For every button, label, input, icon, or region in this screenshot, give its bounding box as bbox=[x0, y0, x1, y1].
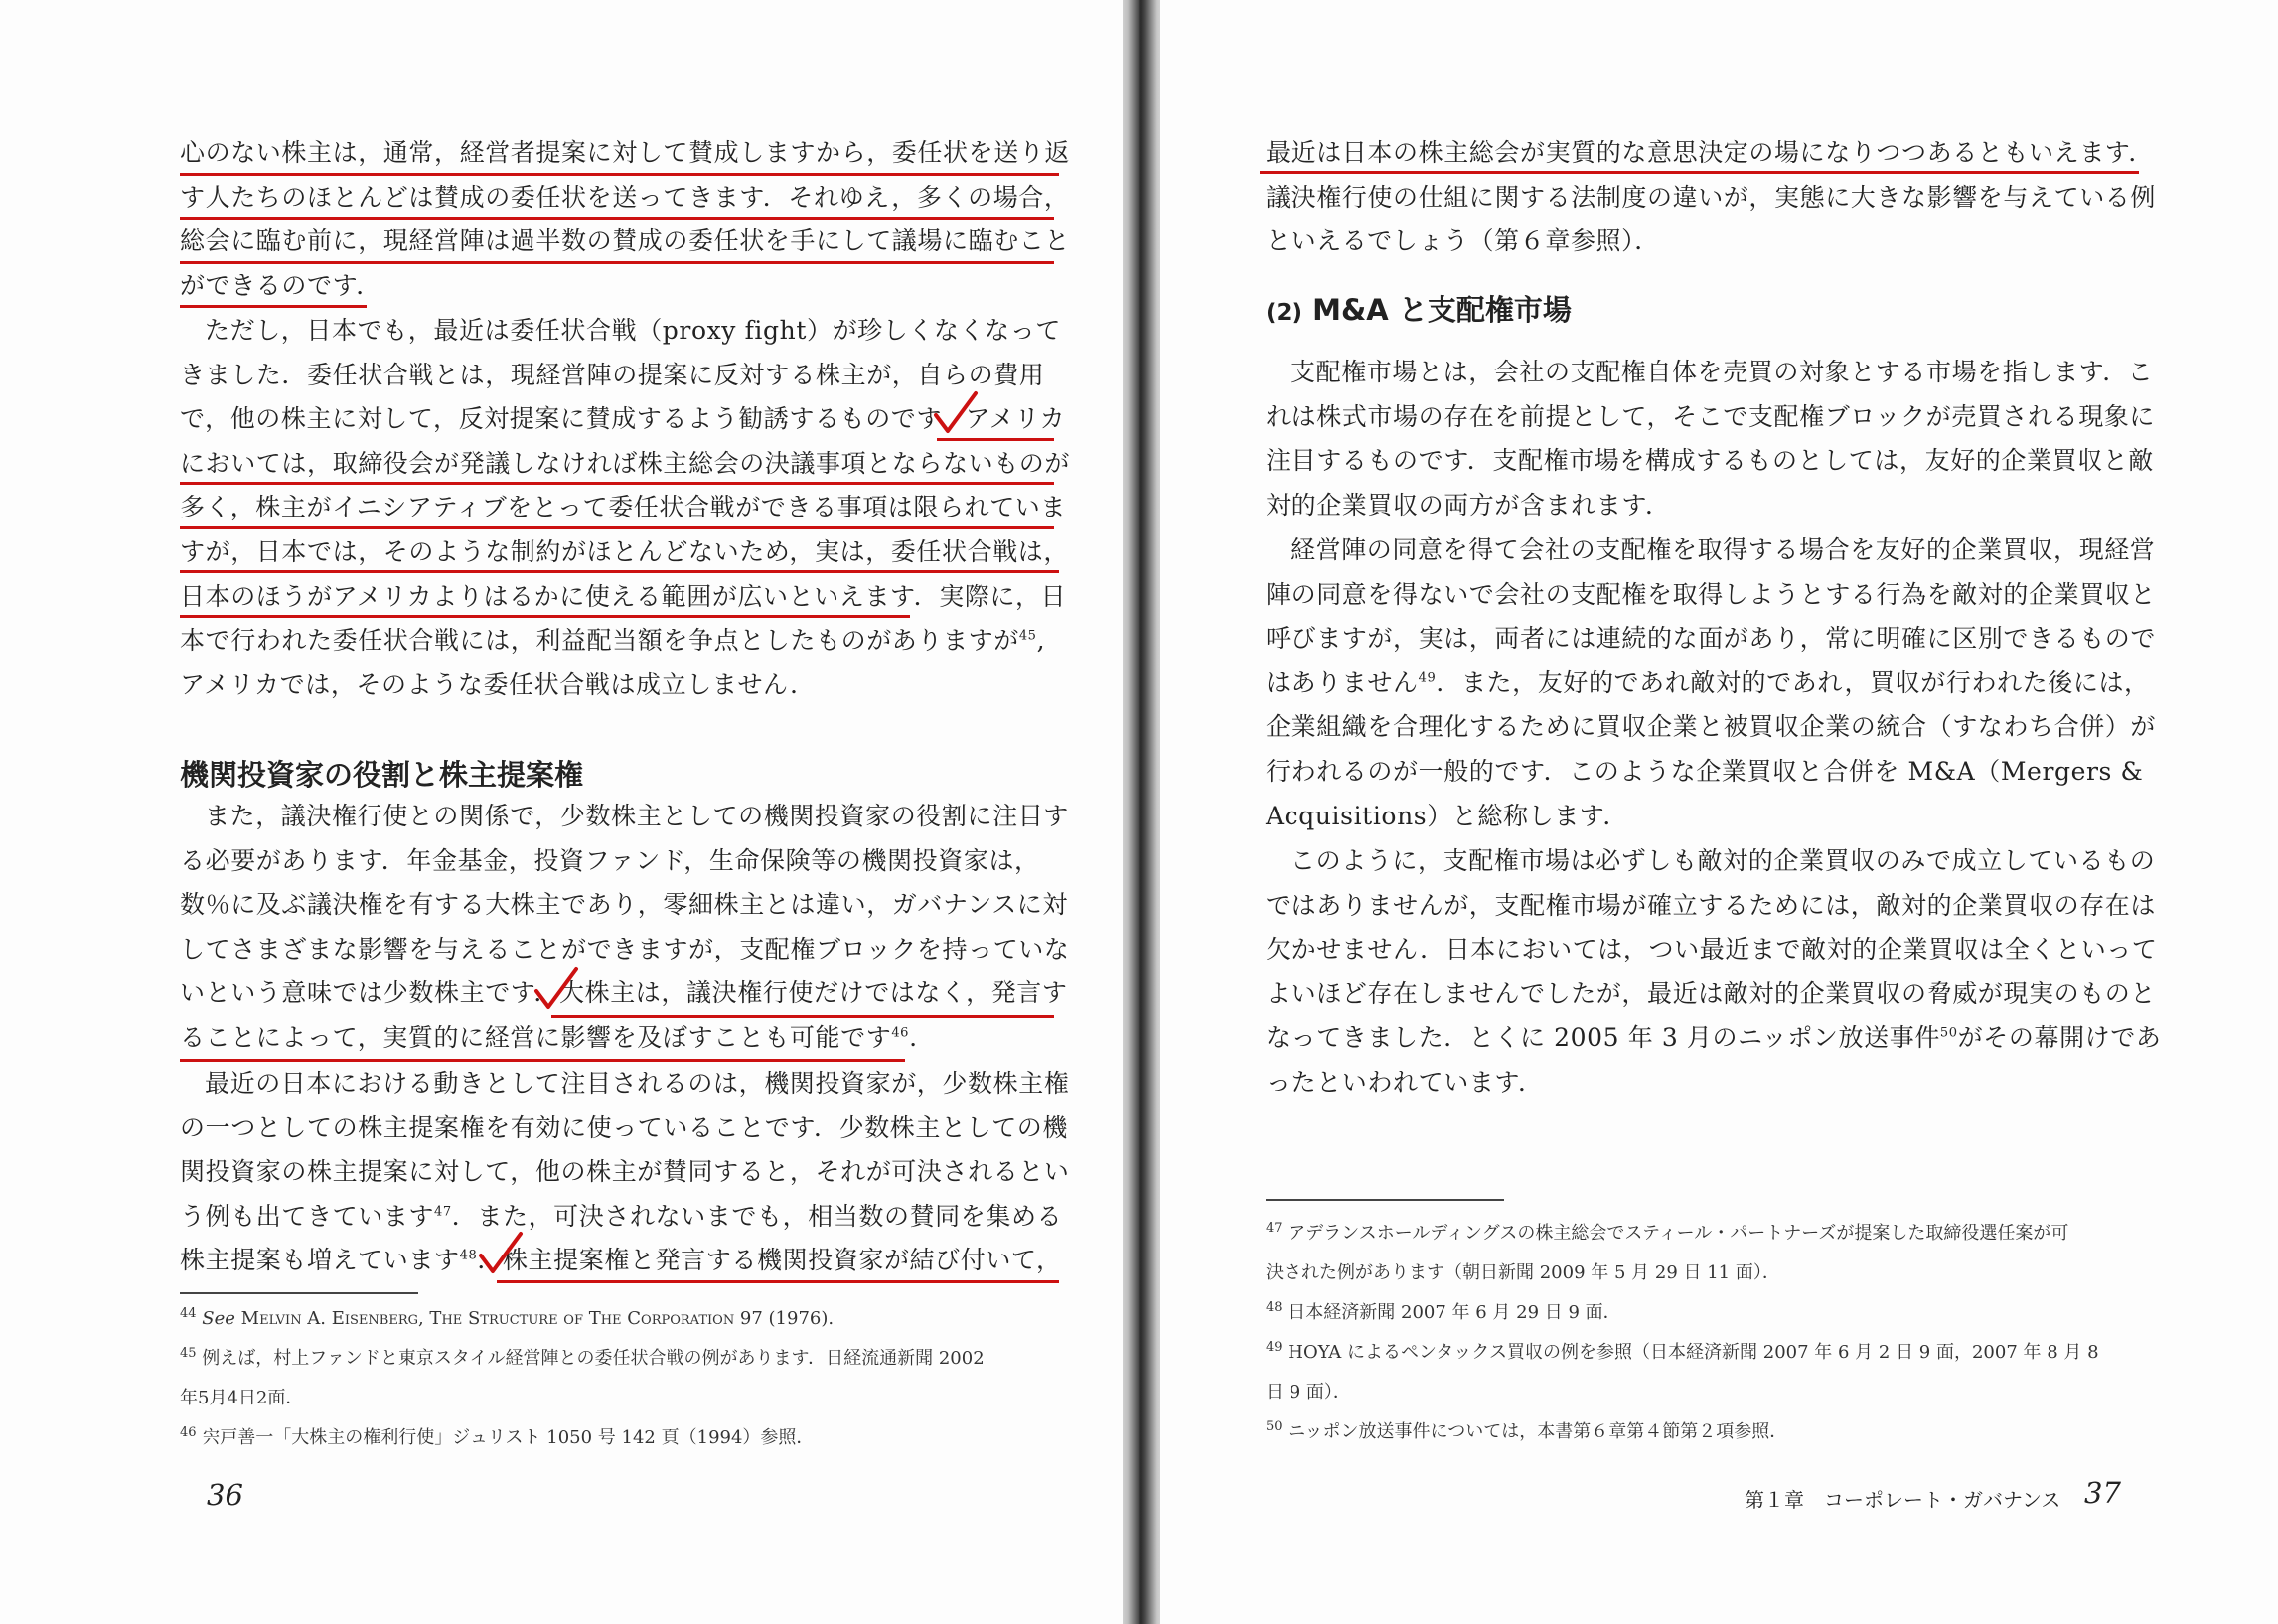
red-check-mark bbox=[532, 963, 582, 1013]
line-text: ．また，友好的であれ敵対的であれ，買収が行われた後には， bbox=[1436, 667, 2150, 697]
text-line: アメリカでは，そのような委任状合戦は成立しません． bbox=[180, 669, 816, 699]
text-line: 日本のほうがアメリカよりはるかに使える範囲が広いといえます．実際に，日 bbox=[180, 581, 1067, 611]
footnote-text: アデランスホールディングスの株主総会でスティール・パートナーズが提案した取締役選任案が可 bbox=[1288, 1223, 2069, 1244]
red-check-mark bbox=[477, 1228, 527, 1277]
footnote-45 bbox=[180, 1339, 985, 1379]
red-underline bbox=[180, 261, 1054, 264]
section-heading bbox=[1266, 288, 1572, 329]
text-line: 経営陣の同意を得て会社の支配権を取得する場合を友好的企業買収，現経営 bbox=[1291, 535, 2156, 564]
footnote-text: HOYA によるペンタックス買収の例を参照（日本経済新聞 2007 年 6 月 2 日 9 面，2007 年 8 月 8 bbox=[1288, 1342, 2099, 1363]
paragraph-top bbox=[1266, 131, 2156, 264]
page-number: 37 bbox=[2084, 1476, 2121, 1510]
text-line: で，他の株主に対して，反対提案に賛成するよう勧誘するものです．アメリカ bbox=[180, 404, 1066, 434]
text-line bbox=[1266, 662, 2156, 706]
text-line: る必要があります．年金基金，投資ファンド，生命保険等の機関投資家は， bbox=[180, 845, 1040, 875]
line-text: う例も出てきています bbox=[180, 1201, 435, 1231]
paragraph-continued bbox=[180, 131, 1071, 308]
footnote-text: 例えば，村上ファンドと東京スタイル経営陣との委任状合戦の例があります．日経流通新聞 2002 bbox=[202, 1348, 985, 1369]
text-line: 多く，株主がイニシアティブをとって委任状合戦ができる事項は限られていま bbox=[180, 493, 1067, 522]
heading-text: M&A と支配権市場 bbox=[1312, 293, 1572, 327]
text-line: よいほど存在しませんでしたが，最近は敵対的企業買収の脅威が現実のものと bbox=[1266, 978, 2157, 1008]
text-line: れは株式市場の存在を前提として，そこで支配権ブロックが売買される現象に bbox=[1266, 401, 2156, 431]
text-line: また，議決権行使との関係で，少数株主としての機関投資家の役割に注目す bbox=[205, 802, 1069, 830]
footnote-number: 44 bbox=[180, 1306, 197, 1321]
footnote-49 bbox=[1266, 1333, 2099, 1373]
red-underline bbox=[180, 615, 910, 618]
line-text: ることによって，実質的に経営に影響を及ぼすことも可能です bbox=[180, 1022, 892, 1052]
heading-number: (2) bbox=[1266, 300, 1303, 326]
footnote-ref: 48 bbox=[459, 1249, 478, 1264]
red-underline bbox=[180, 217, 1054, 220]
text-line: 最近は日本の株主総会が実質的な意思決定の場になりつつあるともいえます． bbox=[1266, 138, 2155, 167]
footnote-number: 45 bbox=[180, 1346, 197, 1361]
text-line: といえるでしょう（第６章参照）． bbox=[1266, 226, 1660, 256]
footnote-rule bbox=[180, 1292, 418, 1294]
text-line: Acquisitions）と総称します． bbox=[1266, 801, 1629, 830]
text-line bbox=[1266, 1016, 2161, 1061]
running-head: 第１章 コーポレート・ガバナンス bbox=[1745, 1488, 2061, 1512]
text-line: 最近の日本における動きとして注目されるのは，機関投資家が，少数株主権 bbox=[205, 1069, 1070, 1098]
red-underline bbox=[937, 438, 1054, 441]
text-line: 陣の同意を得ないで会社の支配権を取得しようとする行為を敵対的企業買収と bbox=[1266, 579, 2157, 609]
text-line: す人たちのほとんどは賛成の委任状を送ってきます．それゆえ，多くの場合， bbox=[180, 182, 1070, 212]
footnote-47-cont: 決された例があります（朝日新聞 2009 年 5 月 29 日 11 面）． bbox=[1266, 1262, 1780, 1283]
red-underline bbox=[180, 173, 1059, 176]
footnote-44 bbox=[180, 1299, 985, 1339]
text-line: 本で行われた委任状合戦には，利益配当額を争点としたものがありますが$^{45}$, bbox=[180, 626, 1046, 656]
footnote-48 bbox=[1266, 1293, 2099, 1333]
red-underline bbox=[180, 305, 367, 308]
paragraph-recent bbox=[180, 1062, 1070, 1283]
text-line: いという意味では少数株主です．大株主は，議決権行使だけではなく，発言す bbox=[180, 978, 1068, 1008]
text-line: 関投資家の株主提案に対して，他の株主が賛同すると，それが可決されるとい bbox=[180, 1157, 1070, 1187]
footnotes-left bbox=[180, 1299, 985, 1458]
text-line: 企業組織を合理化するために買収企業と被買収企業の統合（すなわち合併）が bbox=[1266, 712, 2157, 742]
text-line: 欠かせません．日本においては，つい最近まで敵対的企業買収は全くといって bbox=[1266, 935, 2158, 964]
text-line: 行われるのが一般的です．このような企業買収と合併を M&A（Mergers & bbox=[1266, 756, 2144, 786]
footnote-number: 49 bbox=[1266, 1340, 1283, 1355]
paragraph-hostile bbox=[1266, 839, 2161, 1106]
text-line: 議決権行使の仕組に関する法制度の違いが，実態に大きな影響を与えている例 bbox=[1266, 182, 2157, 212]
footnote-ref: 50 bbox=[1939, 1026, 1958, 1042]
line-text: 本で行われた委任状合戦には，利益配当額を争点としたものがありますが bbox=[180, 626, 1019, 656]
paragraph-institutional bbox=[180, 795, 1070, 1061]
text-line: 呼びますが，実は，両者には連続的な面があり，常に明確に区別できるもので bbox=[1266, 624, 2157, 654]
text-line: 注目するものです．支配権市場を構成するものとしては，友好的企業買収と敵 bbox=[1266, 446, 2155, 476]
footnote-rule bbox=[1266, 1199, 1504, 1201]
red-underline bbox=[180, 570, 1059, 573]
footnote-ref: 46 bbox=[891, 1025, 910, 1041]
left-page bbox=[0, 0, 1123, 1624]
section-heading: 機関投資家の役割と株主提案権 bbox=[180, 758, 584, 792]
right-page bbox=[1160, 0, 2278, 1624]
footnote-ref: 47 bbox=[434, 1204, 452, 1220]
footnotes-right bbox=[1266, 1214, 2099, 1452]
text-line bbox=[180, 1239, 1070, 1283]
footnote-text: 日本経済新聞 2007 年 6 月 29 日 9 面． bbox=[1288, 1302, 1621, 1323]
text-line: ただし，日本でも，最近は委任状合戦（proxy fight）が珍しくなくなって bbox=[205, 316, 1061, 345]
page-number: 36 bbox=[207, 1478, 243, 1512]
line-text: ．株主提案権と発言する機関投資家が結び付いて， bbox=[477, 1246, 1062, 1275]
footnote-text: ニッポン放送事件については，本書第６章第４節第２項参照． bbox=[1288, 1421, 1788, 1442]
red-underline bbox=[497, 1280, 1059, 1283]
text-line: ができるのです． bbox=[180, 270, 381, 300]
footnote-50 bbox=[1266, 1412, 2099, 1452]
paragraph-proxy-fight bbox=[180, 309, 1070, 707]
text-line: このように，支配権市場は必ずしも敵対的企業買収のみで成立しているもの bbox=[1291, 846, 2156, 875]
footnote-49-cont: 日 9 面）． bbox=[1266, 1382, 1351, 1403]
line-text: がその幕開けであ bbox=[1957, 1023, 2162, 1053]
footnote-number: 46 bbox=[180, 1425, 197, 1440]
text-line: においては，取締役会が発議しなければ株主総会の決議事項とならないものが bbox=[180, 448, 1071, 478]
red-underline bbox=[180, 482, 1054, 485]
text-line: ったといわれています． bbox=[1266, 1067, 1544, 1097]
footnote-46 bbox=[180, 1418, 985, 1458]
paragraph-friendly bbox=[1266, 528, 2156, 838]
paragraph-market bbox=[1266, 351, 2155, 527]
footnote-text: Melvin A. Eisenberg, The Structure of The Corporation 97 (1976). bbox=[240, 1308, 835, 1329]
text-line: きました．委任状合戦とは，現経営陣の提案に反対する株主が，自らの費用 bbox=[180, 360, 1045, 389]
text-line bbox=[180, 1195, 1070, 1240]
text-line: の一つとしての株主提案権を有効に使っていることです．少数株主としての機 bbox=[180, 1112, 1069, 1142]
text-line: 総会に臨む前に，現経営陣は過半数の賛成の委任状を手にして議場に臨むこと bbox=[180, 226, 1071, 256]
text-line: ることによって，実質的に経営に影響を及ぼすことも可能です$^{46}$. bbox=[180, 1022, 918, 1052]
text-line: 心のない株主は，通常，経営者提案に対して賛成しますから，委任状を送り返 bbox=[180, 138, 1071, 167]
text-line: 数％に及ぶ議決権を有する大株主であり，零細株主とは違い，ガバナンスに対 bbox=[180, 890, 1069, 920]
footnote-number: 48 bbox=[1266, 1300, 1283, 1315]
text-line: してさまざまな影響を与えることができますが，支配権ブロックを持っていな bbox=[180, 934, 1070, 963]
footnote-number: 47 bbox=[1266, 1221, 1283, 1236]
line-text: ．また，可決されないまでも，相当数の賛同を集める bbox=[451, 1201, 1063, 1231]
text-line: 対的企業買収の両方が含まれます． bbox=[1266, 490, 1671, 519]
red-underline bbox=[1260, 171, 2139, 174]
red-underline bbox=[180, 526, 1054, 529]
line-text: はありません bbox=[1266, 667, 1419, 697]
footnote-text: 宍戸善一「大株主の権利行使」ジュリスト 1050 号 142 頁（1994）参照． bbox=[202, 1427, 815, 1448]
red-underline bbox=[180, 1059, 905, 1062]
footnote-number: 50 bbox=[1266, 1419, 1283, 1434]
footnote-47 bbox=[1266, 1214, 2099, 1254]
text-line: すが，日本では，そのような制約がほとんどないため，実は，委任状合戦は， bbox=[180, 536, 1070, 566]
red-check-mark bbox=[932, 387, 982, 437]
text-line: ではありませんが，支配権市場が確立するためには，敵対的企業買収の存在は bbox=[1266, 890, 2157, 920]
line-text: なってきました．とくに 2005 年 3 月のニッポン放送事件 bbox=[1266, 1023, 1940, 1053]
footnote-ref: 49 bbox=[1418, 670, 1437, 686]
text-line: 支配権市場とは，会社の支配権自体を売買の対象とする市場を指します．こ bbox=[1291, 358, 2154, 386]
footnote-see: See bbox=[202, 1308, 235, 1329]
footnote-45-cont: 年5月4日2面． bbox=[180, 1388, 304, 1408]
red-underline bbox=[551, 1015, 1054, 1018]
footnote-ref: 45 bbox=[1018, 628, 1037, 644]
line-text: 株主提案も増えています bbox=[180, 1246, 460, 1275]
